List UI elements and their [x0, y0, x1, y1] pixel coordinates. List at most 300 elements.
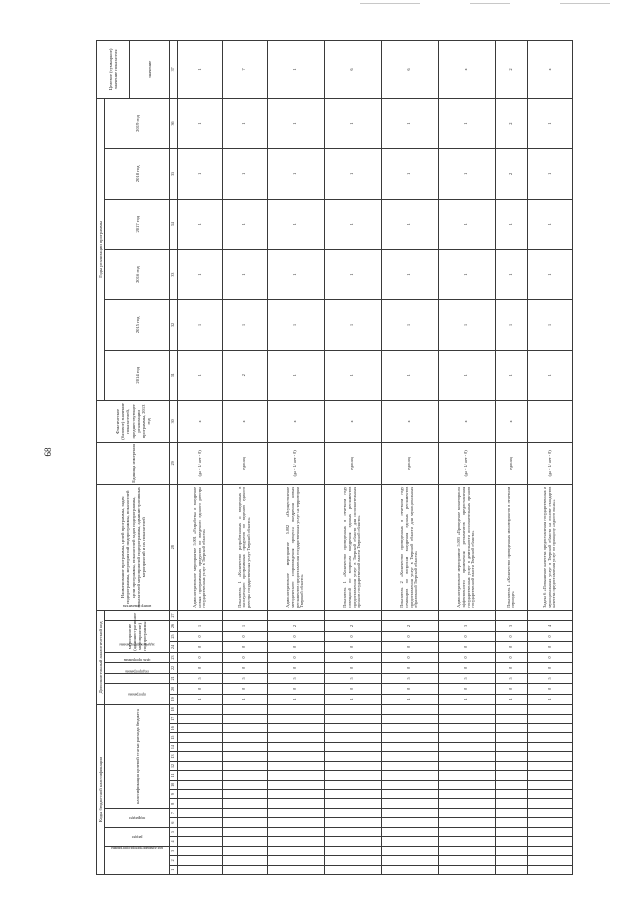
row-year-value: 1 — [222, 249, 267, 299]
budget-code-cell — [324, 752, 381, 761]
budget-code-cell — [324, 827, 381, 836]
row-year-value: 1 — [324, 249, 381, 299]
row-description: Административное мероприятие 5.001 «Разработка и внедрение новых программных продуктов по введению единого реестра государственных услуг в Тверской области» — [178, 484, 223, 610]
analytic-code-cell: 0 — [528, 631, 573, 641]
analytic-code-cell: 0 — [222, 684, 267, 694]
analytic-code-cell: 1 — [438, 694, 495, 704]
column-number: 21 — [170, 673, 178, 683]
row-year-value: 1 — [381, 199, 438, 249]
analytic-code-cell: 0 — [222, 631, 267, 641]
analytic-code-cell: 0 — [528, 652, 573, 662]
unit-header: Единица измерения — [97, 442, 170, 484]
budget-code-cell — [267, 846, 324, 855]
budget-code-cell — [178, 733, 223, 742]
budget-code-cell — [267, 827, 324, 836]
indicator-number-header: номер показателя — [105, 610, 170, 621]
budget-code-cell — [495, 865, 528, 874]
column-number: 16 — [170, 724, 178, 733]
analytic-code-cell: 0 — [438, 642, 495, 652]
budget-code-cell — [381, 865, 438, 874]
row-unit: (да - 1/ нет - 0) — [528, 442, 573, 484]
row-description: Показатель 2 «Количество проведенных в отчетном году семинаров по вопросам внедрения единых регламентов предоставления услуг в Тверской области для муниципальных образований Тверской области» — [381, 484, 438, 610]
row-year-value: 1 — [381, 149, 438, 199]
budget-code-cell — [267, 818, 324, 827]
scan-artifact — [470, 3, 510, 4]
budget-code-cell — [381, 827, 438, 836]
column-number: 12 — [170, 761, 178, 770]
budget-code-cell — [178, 837, 223, 846]
analytic-code-cell: 0 — [324, 652, 381, 662]
analytic-code-cell — [438, 610, 495, 621]
budget-code-cell — [528, 724, 573, 733]
analytic-code-cell: 2 — [381, 621, 438, 631]
column-number: 35 — [170, 149, 178, 199]
row-base-value: x — [324, 400, 381, 442]
row-year-value: 1 — [495, 249, 528, 299]
budget-code-cell — [267, 714, 324, 723]
budget-code-cell — [438, 790, 495, 799]
table-row — [222, 41, 267, 875]
analytic-code-cell: 0 — [222, 652, 267, 662]
analytic-code-cell: 1 — [495, 694, 528, 704]
column-number: 7 — [170, 808, 178, 817]
row-description: Показатель 1 «Количество проведенных в отчетном году совещаний по вопросам внедрения единых регламентов предоставления услуг в Тверской области для исполнительных органов государственной власти Тверской области» — [324, 484, 381, 610]
row-base-value: x — [381, 400, 438, 442]
analytic-code-cell: 1 — [267, 694, 324, 704]
column-number: 3 — [170, 846, 178, 855]
row-target-value: x — [438, 41, 495, 99]
year-2017-header: 2017 год — [105, 199, 170, 249]
row-year-value: 1 — [528, 249, 573, 299]
row-unit: (да - 1/ нет - 0) — [267, 442, 324, 484]
row-year-value: 1 — [528, 199, 573, 249]
row-year-value: 1 — [324, 300, 381, 350]
budget-code-cell — [267, 705, 324, 714]
row-year-value: 1 — [438, 249, 495, 299]
row-year-value: 1 — [528, 350, 573, 400]
row-unit: единиц — [381, 442, 438, 484]
table-row — [495, 41, 528, 875]
analytic-code-cell: 0 — [438, 652, 495, 662]
analytic-code-cell: 5 — [267, 673, 324, 683]
budget-code-cell — [267, 771, 324, 780]
analytic-code-cell: 0 — [267, 642, 324, 652]
budget-code-cell — [438, 865, 495, 874]
budget-code-cell — [381, 837, 438, 846]
analytic-code-cell: 0 — [267, 631, 324, 641]
rotated-table-wrapper — [96, 40, 557, 875]
row-target-value: 7 — [222, 41, 267, 99]
measure-code-header: мероприятие (административное мероприятие) подпрограммы — [105, 621, 170, 652]
budget-code-cell — [267, 752, 324, 761]
row-year-value: 1 — [381, 98, 438, 148]
row-year-value: 1 — [495, 350, 528, 400]
budget-code-cell — [528, 761, 573, 770]
budget-code-cell — [528, 733, 573, 742]
row-year-value: 1 — [438, 149, 495, 199]
budget-code-cell — [324, 865, 381, 874]
budget-code-cell — [178, 761, 223, 770]
row-target-value: x — [528, 41, 573, 99]
budget-code-cell — [438, 742, 495, 751]
budget-code-cell — [495, 856, 528, 865]
analytic-code-cell: 0 — [222, 642, 267, 652]
budget-code-cell — [267, 790, 324, 799]
budget-code-cell — [324, 856, 381, 865]
table-row — [528, 41, 573, 875]
budget-code-cell — [381, 771, 438, 780]
section-header: раздел — [105, 827, 170, 846]
budget-code-cell — [267, 742, 324, 751]
budget-code-cell — [495, 818, 528, 827]
budget-code-cell — [381, 761, 438, 770]
budget-code-cell — [222, 827, 267, 836]
row-target-value: 2 — [495, 41, 528, 99]
budget-code-cell — [267, 837, 324, 846]
budget-code-cell — [324, 780, 381, 789]
budget-code-cell — [495, 790, 528, 799]
analytic-code-cell: 0 — [495, 631, 528, 641]
scan-artifact — [560, 3, 610, 4]
program-indicators-table — [96, 40, 573, 875]
analytic-code-cell: 0 — [381, 684, 438, 694]
analytic-code-cell: 0 — [528, 663, 573, 673]
column-number: 15 — [170, 733, 178, 742]
budget-code-cell — [178, 808, 223, 817]
year-2019-header: 2019 год — [105, 98, 170, 148]
analytic-code-cell — [267, 610, 324, 621]
budget-code-cell — [381, 790, 438, 799]
budget-code-cell — [324, 705, 381, 714]
column-number: 23 — [170, 652, 178, 662]
row-year-value: 1 — [324, 149, 381, 199]
goal-code-header: цель программы — [105, 663, 170, 673]
budget-code-cell — [222, 761, 267, 770]
table-body — [178, 41, 573, 875]
column-number: 26 — [170, 621, 178, 631]
budget-code-cell — [381, 705, 438, 714]
budget-code-cell — [438, 846, 495, 855]
budget-code-cell — [495, 714, 528, 723]
row-description: Задача 6 «Повышение качества предоставления государственных и муниципальных услуг в Тверской области на основе стандартов качества предоставления услуг по принципу «одного окна»» — [528, 484, 573, 610]
budget-code-cell — [381, 818, 438, 827]
target-value-header: значение — [130, 41, 170, 99]
row-year-value: 1 — [528, 98, 573, 148]
row-description: Показатель 1 «Количество разработанных и введенных в эксплуатацию программных продуктов по ведению единого реестра государственных услуг Тверской области» — [222, 484, 267, 610]
budget-code-cell — [324, 761, 381, 770]
target-article-header: классификация целевой статьи расхода бюджета — [105, 705, 170, 809]
budget-code-cell — [495, 827, 528, 836]
budget-code-cell — [528, 780, 573, 789]
column-number: 13 — [170, 752, 178, 761]
budget-code-cell — [528, 865, 573, 874]
budget-code-cell — [528, 837, 573, 846]
table-row — [381, 41, 438, 875]
budget-code-cell — [495, 705, 528, 714]
analytic-code-cell: 0 — [528, 642, 573, 652]
column-number: 25 — [170, 631, 178, 641]
row-unit: (да - 1/ нет - 0) — [178, 442, 223, 484]
budget-code-cell — [222, 733, 267, 742]
analytic-code-cell: 0 — [381, 663, 438, 673]
analytic-code-cell: 1 — [178, 621, 223, 631]
task-code-header: задача подпрограммы — [105, 652, 170, 662]
column-number: 18 — [170, 705, 178, 714]
column-number: 28 — [170, 484, 178, 610]
budget-code-cell — [495, 771, 528, 780]
target-header: Целевое (суммарное) значение показателя — [97, 41, 130, 99]
analytic-code-cell: 1 — [381, 694, 438, 704]
analytic-code-cell: 0 — [178, 684, 223, 694]
column-number: 34 — [170, 199, 178, 249]
table-row — [178, 41, 223, 875]
budget-code-cell — [381, 856, 438, 865]
row-unit: единиц — [222, 442, 267, 484]
analytic-code-cell: 0 — [324, 642, 381, 652]
row-year-value: 1 — [324, 98, 381, 148]
row-unit: единиц — [495, 442, 528, 484]
row-target-value: 6 — [381, 41, 438, 99]
budget-code-cell — [222, 846, 267, 855]
budget-code-cell — [324, 771, 381, 780]
row-description: Административное мероприятие 5.003 «Проведение мониторинга эффективности применения регламентов предоставления государственных услуг в деятельности исполнительных органов государственной власти Тверской области» — [438, 484, 495, 610]
analytic-code-cell: 0 — [267, 652, 324, 662]
row-year-value: 1 — [438, 350, 495, 400]
budget-code-cell — [528, 705, 573, 714]
row-year-value: 1 — [222, 199, 267, 249]
budget-code-cell — [495, 752, 528, 761]
budget-code-cell — [381, 799, 438, 808]
column-number: 6 — [170, 818, 178, 827]
analytic-code-cell: 0 — [381, 631, 438, 641]
analytic-code-cell: 0 — [178, 631, 223, 641]
row-description: Административное мероприятие 5.002 «Осуществление методического сопровождения процесса внедрения новых регламентов предоставления государственных услуг на территории Тверской области» — [267, 484, 324, 610]
year-2016-header: 2016 год — [105, 249, 170, 299]
row-year-value: 1 — [178, 350, 223, 400]
budget-code-cell — [381, 714, 438, 723]
budget-code-cell — [324, 837, 381, 846]
subsection-header: подраздел — [105, 808, 170, 827]
budget-code-cell — [528, 752, 573, 761]
analytic-code-cell: 0 — [178, 652, 223, 662]
column-number: 33 — [170, 249, 178, 299]
analytic-code-cell: 0 — [438, 684, 495, 694]
analytic-code-cell: 2 — [324, 621, 381, 631]
budget-code-cell — [178, 799, 223, 808]
row-target-value: 1 — [178, 41, 223, 99]
budget-code-cell — [495, 799, 528, 808]
budget-code-cell — [324, 742, 381, 751]
column-number: 37 — [170, 41, 178, 99]
budget-code-cell — [528, 714, 573, 723]
column-number: 24 — [170, 642, 178, 652]
budget-code-cell — [438, 799, 495, 808]
budget-code-cell — [438, 761, 495, 770]
analytic-code-cell: 0 — [178, 642, 223, 652]
column-number: 27 — [170, 610, 178, 621]
row-year-value: 1 — [267, 199, 324, 249]
subprogram-code-header: подпрограмма — [105, 673, 170, 683]
budget-code-cell — [324, 733, 381, 742]
analytic-code-cell: 0 — [381, 642, 438, 652]
row-year-value: 1 — [178, 300, 223, 350]
row-year-value: 1 — [267, 350, 324, 400]
budget-code-cell — [438, 705, 495, 714]
analytic-code-cell: 0 — [495, 663, 528, 673]
row-year-value: 1 — [381, 300, 438, 350]
column-number: 32 — [170, 300, 178, 350]
analytic-code-cell: 0 — [222, 663, 267, 673]
row-base-value: x — [178, 400, 223, 442]
analytic-code-cell — [381, 610, 438, 621]
row-base-value: x — [495, 400, 528, 442]
budget-code-cell — [178, 780, 223, 789]
years-group-header: Годы реализации программы — [97, 98, 105, 400]
budget-codes-header: Коды бюджетной классификации — [97, 705, 105, 875]
budget-code-cell — [495, 837, 528, 846]
budget-code-cell — [438, 856, 495, 865]
row-year-value: 1 — [324, 350, 381, 400]
row-year-value: 1 — [528, 149, 573, 199]
budget-code-cell — [324, 724, 381, 733]
analytic-code-cell: 5 — [178, 673, 223, 683]
analytic-code-cell: 3 — [438, 621, 495, 631]
budget-code-cell — [324, 790, 381, 799]
admin-code-header: код администратора программы — [105, 846, 170, 874]
table-row — [267, 41, 324, 875]
row-base-value: x — [222, 400, 267, 442]
budget-code-cell — [267, 856, 324, 865]
budget-code-cell — [495, 724, 528, 733]
column-number: 5 — [170, 827, 178, 836]
analytic-code-cell — [324, 610, 381, 621]
column-number: 30 — [170, 400, 178, 442]
budget-code-cell — [267, 808, 324, 817]
budget-code-cell — [178, 742, 223, 751]
analytic-code-cell: 1 — [324, 694, 381, 704]
budget-code-cell — [178, 865, 223, 874]
analytic-code-cell: 0 — [381, 652, 438, 662]
analytic-code-cell: 4 — [528, 621, 573, 631]
budget-code-cell — [324, 808, 381, 817]
column-numbers-row — [170, 41, 178, 875]
analytic-code-cell: 1 — [528, 694, 573, 704]
analytic-code-cell: 2 — [267, 621, 324, 631]
column-number: 20 — [170, 684, 178, 694]
row-unit: единиц — [324, 442, 381, 484]
column-number: 2 — [170, 856, 178, 865]
analytic-code-cell: 5 — [324, 673, 381, 683]
column-number: 8 — [170, 799, 178, 808]
budget-code-cell — [324, 799, 381, 808]
row-year-value: 1 — [324, 199, 381, 249]
budget-code-cell — [438, 818, 495, 827]
budget-code-cell — [222, 808, 267, 817]
budget-code-cell — [495, 733, 528, 742]
budget-code-cell — [178, 771, 223, 780]
program-code-header: программа — [105, 684, 170, 705]
budget-code-cell — [438, 771, 495, 780]
budget-code-cell — [438, 837, 495, 846]
budget-code-cell — [178, 714, 223, 723]
budget-code-cell — [438, 808, 495, 817]
scan-artifact — [360, 3, 420, 4]
budget-code-cell — [495, 846, 528, 855]
row-year-value: 1 — [495, 300, 528, 350]
analytic-code-cell: 0 — [267, 663, 324, 673]
budget-code-cell — [528, 827, 573, 836]
budget-code-cell — [267, 733, 324, 742]
budget-code-cell — [495, 808, 528, 817]
budget-code-cell — [528, 856, 573, 865]
budget-code-cell — [178, 752, 223, 761]
row-year-value: 1 — [178, 249, 223, 299]
analytic-code-cell: 0 — [438, 663, 495, 673]
budget-code-cell — [495, 761, 528, 770]
budget-code-cell — [178, 818, 223, 827]
budget-code-cell — [222, 752, 267, 761]
row-year-value: 1 — [267, 149, 324, 199]
row-target-value: 6 — [324, 41, 381, 99]
column-number: 36 — [170, 98, 178, 148]
budget-code-cell — [528, 799, 573, 808]
row-year-value: 1 — [495, 199, 528, 249]
analytic-code-cell: 0 — [495, 642, 528, 652]
row-year-value: 1 — [438, 300, 495, 350]
page-number: 68 — [43, 447, 53, 457]
year-2014-header: 2014 год — [105, 350, 170, 400]
row-year-value: 1 — [267, 98, 324, 148]
analytic-code-cell: 0 — [438, 631, 495, 641]
budget-code-cell — [438, 780, 495, 789]
table-row — [324, 41, 381, 875]
analytic-code-cell: 5 — [528, 673, 573, 683]
column-number: 1 — [170, 865, 178, 874]
budget-code-cell — [222, 742, 267, 751]
analytic-code-cell — [528, 610, 573, 621]
column-number: 11 — [170, 771, 178, 780]
analytic-code-cell: 1 — [222, 694, 267, 704]
budget-code-cell — [222, 771, 267, 780]
row-year-value: 1 — [222, 98, 267, 148]
column-number: 19 — [170, 694, 178, 704]
analytic-code-cell: 1 — [222, 621, 267, 631]
budget-code-cell — [222, 856, 267, 865]
analytic-code-cell — [178, 610, 223, 621]
table-row — [438, 41, 495, 875]
analytic-code-cell: 0 — [178, 663, 223, 673]
budget-code-cell — [528, 771, 573, 780]
row-unit: (да - 1/ нет - 0) — [438, 442, 495, 484]
budget-code-cell — [222, 714, 267, 723]
row-year-value: 1 — [178, 199, 223, 249]
budget-code-cell — [222, 705, 267, 714]
budget-code-cell — [438, 724, 495, 733]
budget-code-cell — [178, 705, 223, 714]
base-year-header: Фактическое (базовое) значение показателей, предшествующее реализации программы, 2013 год — [97, 400, 170, 442]
budget-code-cell — [381, 780, 438, 789]
column-number: 17 — [170, 714, 178, 723]
analytic-code-cell: 0 — [528, 684, 573, 694]
budget-code-cell — [222, 865, 267, 874]
budget-code-cell — [324, 714, 381, 723]
budget-code-cell — [528, 808, 573, 817]
budget-code-cell — [178, 790, 223, 799]
row-base-value: x — [438, 400, 495, 442]
analytic-code-cell: 0 — [324, 663, 381, 673]
budget-code-cell — [222, 837, 267, 846]
analytic-code-cell: 0 — [324, 684, 381, 694]
